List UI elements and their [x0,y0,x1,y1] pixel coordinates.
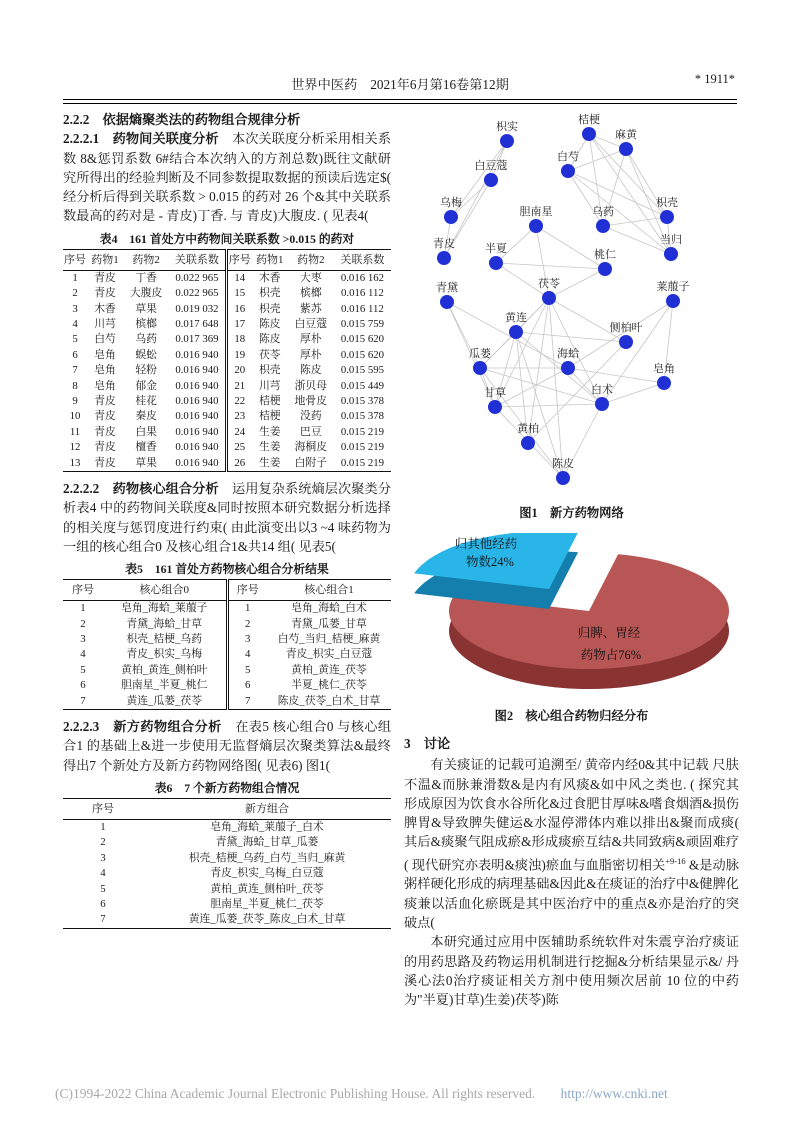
table-cell: 青皮_枳实_乌梅_白豆蔻 [210,867,324,880]
table-cell: 黄连_瓜蒌_茯苓_陈皮_白术_甘草 [188,913,346,926]
table-row [63,394,391,409]
table-cell: 13 [69,456,81,469]
network-node-label: 麻黄 [615,129,637,141]
table-cell: 黄柏_黄连_侧柏叶 [121,663,208,676]
table-cell: 海桐皮 [294,441,328,454]
table-cell: 4 [100,867,106,880]
table-cell: 2 [227,617,267,632]
table-cell: 0.016 940 [175,395,219,408]
table-cell: 青黛_海蛤_甘草_瓜蒌 [215,836,319,849]
network-edge [568,301,673,368]
table-cell: 青黛_瓜蒌_甘草 [291,617,367,630]
table-cell: 2 [100,836,106,849]
table-cell: 6 [227,678,267,693]
table-row [63,678,391,693]
table-cell: 生姜 [258,456,281,469]
table-cell: 青皮 [94,395,116,408]
table-cell: 0.016 940 [175,348,219,361]
network-node [660,210,674,224]
network-node [521,436,535,450]
table4-head [63,249,391,270]
table6-head [63,798,391,819]
table-row [63,617,391,632]
table-cell: 4 [227,647,267,662]
table-cell: 木香 [258,271,281,284]
table-cell: 槟榔 [135,318,157,330]
table-cell: 皂角 [94,364,116,377]
table-cell: 厚朴 [300,348,322,361]
table-cell: 10 [69,410,81,423]
table-cell: 白豆蔻 [294,318,328,330]
pie-label-other-line2: 物数24% [466,555,514,569]
cnki-url: http://www.cnki.net [560,1086,668,1101]
table-cell: 青皮 [94,410,116,423]
table-cell: 0.017 369 [175,333,219,346]
table-row [63,632,391,647]
table-cell: 24 [226,425,252,440]
table-cell: 3 [100,851,106,864]
network-node [596,219,610,233]
table-cell: 川芎 [258,379,281,392]
table-cell: 3 [227,632,267,647]
figure1-network-chart [404,108,739,494]
table-row [63,819,391,835]
table-cell: 草果 [135,456,157,469]
table-cell: 枳壳 [258,302,281,315]
table-cell: 青皮_枳实_乌梅 [126,648,203,661]
table-cell: 木香 [94,302,116,315]
section-2221-heading: 2.2.2.1 药物间关联度分析 [63,131,219,147]
table-row [63,286,391,301]
table-cell: 5 [227,663,267,678]
table-cell: 15 [226,286,252,301]
table-cell: 枳壳_桔梗_乌药_白芍_当归_麻黄 [188,851,346,864]
page-footer [55,1086,668,1102]
table-cell: 乌药 [135,333,157,346]
table-cell: 6 [100,898,106,911]
table-cell: 胆南星_半夏_桃仁 [121,679,208,692]
table-cell: 0.015 378 [340,395,385,408]
section-2223-paragraph [63,717,391,775]
table-row [63,835,391,850]
figure2-caption: 图2 核心组合药物归经分布 [494,709,649,723]
network-node-label: 乌药 [592,206,614,218]
network-node-label: 青黛 [436,282,458,294]
network-node [561,164,575,178]
network-node-label: 黄柏 [517,423,539,435]
table-cell: 序号 [226,249,252,270]
table-cell: 青皮_枳实_白豆蔻 [285,648,373,661]
network-node [509,325,523,339]
table-cell: 21 [226,379,252,394]
table-cell: 25 [226,440,252,455]
network-node [488,400,502,414]
section-2223-heading: 2.2.2.3 新方药物组合分析 [63,719,222,735]
discussion-p1-text: 有关痰证的记载可追溯至/ 黄帝内经0&其中记载 尺肤不温&而脉兼滑数&是内有风痰&如中风之类也. ( 探究其形成原因为饮食水谷所化&过食肥甘厚味&嗜食烟酒&损伤脾胃&导致脾失健运&水湿停滞体内难以排出&聚而成痰( 其后&痰聚气阻成瘀&形成痰瘀互结&共同致病&顽固难疗( 现代研究亦表明&痰浊)瘀血与血脂密切相关 [404,757,739,873]
network-node [542,291,556,305]
table4-body [63,270,391,471]
network-node-label: 乌梅 [440,197,462,209]
pie-label-main-line2: 药物占76% [580,648,642,662]
table-cell: 0.015 219 [340,425,385,438]
table-cell: 1 [227,601,267,617]
journal-header-line: 世界中医药 2021年6月第16卷第12期 [291,77,509,92]
table-cell: 川芎 [94,318,116,330]
table-cell: 0.015 620 [340,333,385,346]
table-cell: 0.015 595 [340,364,385,377]
network-node [561,361,575,375]
pie-label-other-line1: 归其他经药 [454,537,518,551]
table-cell: 0.016 112 [341,302,384,315]
discussion-p1-tail: &是动脉粥样硬化形成的病理基础&因此&在痰证的治疗中&健脾化痰兼以活血化瘀既是其中医治疗中的重点&亦是治疗的突破点( [404,857,739,931]
network-node-label: 陈皮 [552,458,574,470]
table-row [63,348,391,363]
table-cell: 核心组合1 [267,580,391,601]
table-row [63,456,391,472]
table-cell: 5 [100,882,106,895]
table-cell: 0.016 112 [341,287,384,300]
table4-title: 表4 161 首处方中药物间关联系数 >0.015 的药对 [99,231,355,246]
table-cell: 青皮 [94,441,116,454]
table-cell: 7 [80,694,86,707]
table-cell: 5 [80,663,86,676]
network-node-label: 茯苓 [538,278,560,290]
table-cell: 皂角 [94,348,116,361]
table-cell: 6 [80,679,86,692]
table-cell: 陈皮 [300,364,322,377]
table6-body [63,819,391,928]
table-cell: 18 [226,332,252,347]
table-row [63,601,391,617]
network-node [664,247,678,261]
network-node-label: 黄连 [505,312,527,324]
network-node-label: 白豆蔻 [474,160,508,172]
table-cell: 白附子 [294,456,328,469]
table-cell: 关联系数 [334,249,391,270]
network-node [437,251,451,265]
table-cell: 序号 [227,580,267,601]
table6 [63,798,391,929]
table-row [63,851,391,866]
table-cell: 5 [72,333,78,346]
table-row [63,425,391,440]
table-cell: 陈皮 [258,333,281,346]
network-edge [495,404,602,407]
table-row [63,647,391,662]
figure2-pie-chart [404,533,739,697]
network-node-label: 莱菔子 [656,281,690,293]
table-cell: 6 [72,348,78,361]
discussion-paragraph-2: 本研究通过应用中医辅助系统软件对朱震亨治疗痰证的用药思路及药物运用机制进行挖掘&分析结果显示&/ 丹溪心法0治疗痰证相关方剂中使用频次居前 10 位的中药为"半夏)甘草)生姜)茯苓)陈 [404,934,739,1008]
table-cell: 0.016 162 [340,271,385,284]
table-cell: 7 [72,364,78,377]
table-cell: 序号 [63,580,103,601]
table-cell: 厚朴 [300,333,322,346]
table-cell: 0.015 219 [340,441,385,454]
table-row [63,440,391,455]
table-cell: 7 [100,913,106,926]
table-row [63,270,391,286]
table-cell: 0.016 940 [175,456,219,469]
table-cell: 26 [226,456,252,472]
section-2222-body: 运用复杂系统熵层次聚类分析表4 中的药物间关联度&同时按照本研究数据分析选择的相关度与惩罚度进行约束( 由此演变出以3 ~4 味药物为一组的核心组合0 及核心组合1&共14 组( 见表5( [63,481,392,554]
table-cell: 1 [80,602,86,615]
table-cell: 药物2 [123,249,169,270]
table-cell: 皂角_海蛤_白术 [291,602,367,615]
table-cell: 药物2 [288,249,334,270]
table-cell: 0.019 032 [175,302,219,315]
network-node [595,397,609,411]
network-node-label: 半夏 [485,243,507,255]
table-cell: 青黛_海蛤_甘草 [126,617,203,630]
table-cell: 桔梗 [258,395,281,408]
network-node [619,142,633,156]
table-cell: 生姜 [258,425,281,438]
table6-title: 表6 7 个新方药物组合情况 [154,780,300,795]
table-cell: 0.015 449 [340,379,385,392]
table-cell: 黄柏_黄连_侧柏叶_茯苓 [210,882,324,895]
network-node [556,471,570,485]
table-cell: 轻粉 [135,364,157,377]
discussion-section [404,734,739,1010]
table-cell: 大腹皮 [129,287,163,300]
section-2222-heading: 2.2.2.2 药物核心组合分析 [63,481,219,497]
table-cell: 11 [69,425,81,438]
table-cell: 16 [226,302,252,317]
table-row [63,317,391,332]
section-2221-body: 本次关联度分析采用相关系数 8&惩罚系数 6#结合本次纳入的方剂总数)既往文献研究所得出的经验判断及不同参数提取数据的预读后选定$( 经分析后得到关联系数 > 0.015 的药对 26 个&其中关联系数最高的药对是 - 青皮)丁香. 与 青皮)大腹皮. ( 见表4( [63,131,392,224]
table-cell: 0.016 940 [175,379,219,392]
table-cell: 23 [226,409,252,424]
network-node-label: 甘草 [484,387,506,399]
network-edge [549,298,563,478]
right-column [404,108,739,1010]
network-node-label: 青皮 [433,238,455,250]
table-cell: 12 [69,441,81,454]
table-cell: 草果 [135,302,157,315]
table-cell: 紫苏 [300,302,322,315]
table-cell: 胆南星_半夏_桃仁_茯苓 [210,898,324,911]
network-node [500,134,514,148]
table-cell: 皂角_海蛤_莱菔子 [121,602,208,615]
table-cell: 半夏_桃仁_茯苓 [291,679,367,692]
table-cell: 0.015 620 [340,348,385,361]
table-cell: 4 [72,318,78,330]
table-cell: 19 [226,348,252,363]
table-row [63,912,391,928]
table-cell: 14 [226,270,252,286]
network-edge [496,263,605,269]
table-cell: 3 [72,302,78,315]
table-cell: 青皮 [94,425,116,438]
network-node [582,127,596,141]
network-node [619,335,633,349]
table-cell: 序号 [63,798,143,819]
table-row [63,882,391,897]
network-node-label: 海蛤 [557,348,579,360]
network-node [657,376,671,390]
table-cell: 桂花 [135,395,157,408]
table5-body [63,601,391,710]
table-cell: 8 [72,379,78,392]
table-row [63,663,391,678]
table-cell: 枳壳 [258,364,281,377]
table-cell: 新方组合 [143,798,391,819]
table-cell: 序号 [63,249,87,270]
table-cell: 生姜 [258,441,281,454]
table4 [63,249,391,472]
table-cell: 0.016 940 [175,441,219,454]
page-header [63,74,737,94]
table-cell: 槟榔 [300,287,322,300]
table-cell: 没药 [300,410,322,423]
table-cell: 0.015 759 [340,318,385,330]
figure1-caption: 图1 新方药物网络 [519,506,624,520]
table-cell: 茯苓 [258,348,281,361]
network-node [489,256,503,270]
header-double-rule [63,99,737,104]
network-edge [568,171,671,254]
table-row [63,363,391,378]
network-node [529,219,543,233]
table5-head [63,580,391,601]
table-cell: 药物1 [252,249,288,270]
table-cell: 0.015 378 [340,410,385,423]
table-cell: 枳壳_桔梗_乌药 [126,633,203,646]
discussion-paragraph-1 [404,755,739,932]
section-2223-body: 在表5 核心组合0 与核心组合1 的基础上&进一步使用无监督熵层次聚类算法&最终得出7 个新处方及新方药物网络图( 见表6) 图1( [63,719,392,773]
section-2221-paragraph [63,129,391,225]
network-node-label: 皂角 [653,363,675,375]
table-cell: 白芍_当归_桔梗_麻黄 [277,633,381,646]
table-cell: 22 [226,394,252,409]
network-node-label: 桔梗 [578,114,600,126]
table-cell: 蜈蚣 [135,348,157,361]
copyright-text: (C)1994-2022 China Academic Journal Electronic Publishing House. All rights reserved. [55,1086,536,1101]
table-cell: 0.022 965 [175,271,219,284]
table-cell: 郁金 [135,379,157,392]
table-cell: 秦皮 [135,410,157,423]
network-node-label: 枳壳 [656,197,678,209]
table-row [63,897,391,912]
table-cell: 1 [72,271,78,284]
table-row [63,409,391,424]
network-node-label: 枳实 [496,121,518,133]
table-cell: 浙贝母 [294,379,328,392]
table-row [63,694,391,710]
network-edge [549,298,626,342]
table-cell: 青皮 [94,456,116,469]
table-cell: 17 [226,317,252,332]
table-cell: 1 [100,820,106,833]
table-row [63,332,391,347]
network-node [666,294,680,308]
table-cell: 檀香 [135,441,157,454]
table-cell: 地骨皮 [294,395,328,408]
table-cell: 黄连_瓜蒌_茯苓 [126,694,203,707]
network-node-label: 白术 [591,384,613,396]
network-edge [536,226,605,269]
network-node [473,361,487,375]
table-cell: 核心组合0 [103,580,227,601]
network-node-label: 侧柏叶 [609,322,643,334]
table-row [63,379,391,394]
pie-label-main-line1: 归脾、胃经 [577,626,641,640]
network-node-label: 白芍 [557,151,579,163]
table-cell: 2 [72,287,78,300]
table-cell: 陈皮 [258,318,281,330]
table-cell: 药物1 [87,249,123,270]
page-number: * 1911* [694,72,735,86]
table-cell: 4 [80,648,86,661]
table-cell: 2 [80,617,86,630]
table-cell: 9 [72,395,78,408]
figure2-block [404,533,739,724]
network-edge [568,368,664,383]
table5 [63,579,391,710]
network-node [444,210,458,224]
table-row [63,302,391,317]
network-node-label: 瓜蒌 [469,348,491,360]
section-2222-paragraph [63,479,391,556]
table-cell: 0.016 940 [175,410,219,423]
table-cell: 青皮 [94,271,116,284]
table-cell: 0.016 940 [175,364,219,377]
section-222-heading: 2.2.2 依据熵聚类法的药物组合规律分析 [63,112,301,127]
table6-block [63,780,391,929]
table-cell: 3 [80,633,86,646]
discussion-heading: 3 讨论 [404,736,451,751]
table5-block [63,561,391,710]
table-cell: 皂角 [94,379,116,392]
table-cell: 皂角_海蛤_莱菔子_白术 [210,820,324,833]
left-column [63,110,391,936]
table-cell: 枳壳 [258,287,281,300]
network-node-label: 当归 [660,234,682,246]
table-cell: 黄柏_黄连_茯苓 [291,663,367,676]
table-cell: 巴豆 [300,425,322,438]
table-cell: 陈皮_茯苓_白术_甘草 [277,694,381,707]
table-cell: 关联系数 [169,249,226,270]
network-node-label: 桃仁 [594,249,616,261]
table-cell: 0.017 648 [175,318,219,330]
citation-superscript: +9-16 [665,855,686,866]
table-cell: 白芍 [94,333,116,346]
table-cell: 0.015 219 [340,456,385,469]
table-cell: 0.016 940 [175,425,219,438]
table-cell: 青皮 [94,287,116,300]
table-cell: 桔梗 [258,410,281,423]
table4-block [63,231,391,472]
network-node [440,295,454,309]
table5-title: 表5 161 首处方药物核心组合分析结果 [125,562,329,577]
table-cell: 大枣 [300,271,322,284]
table-cell: 白果 [135,425,157,438]
table-cell: 0.022 965 [175,287,219,300]
table-cell: 20 [226,363,252,378]
table-cell: 7 [227,694,267,710]
network-node-label: 胆南星 [519,206,553,218]
network-node [484,173,498,187]
table-cell: 丁香 [135,271,157,284]
network-node [598,262,612,276]
table-row [63,866,391,881]
